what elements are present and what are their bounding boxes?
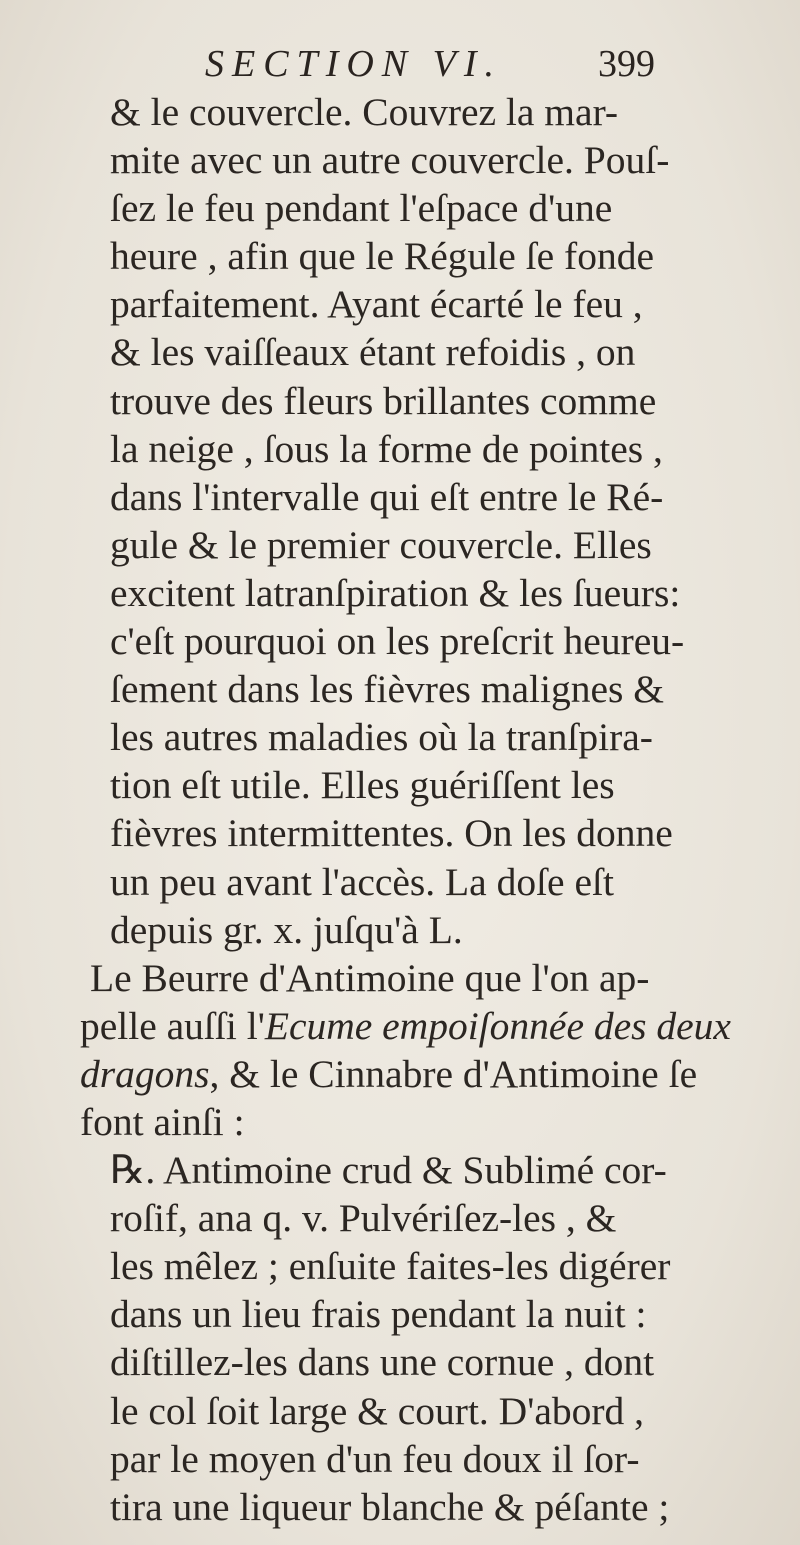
text-line: dans un lieu frais pendant la nuit : [110, 1292, 647, 1337]
text-line: roſif, ana q. v. Pulvériſez-les , & [110, 1196, 617, 1241]
page-header [205, 42, 655, 90]
text-line: tira une liqueur blanche & péſante ; [110, 1484, 670, 1529]
text-line: excitent latranſpiration & les ſueurs: [110, 570, 681, 615]
text-line: pelle auſſi l'Ecume empoiſonnée des deux [80, 1003, 731, 1048]
body-text [80, 88, 731, 1531]
text-line: tion eſt utile. Elles guériſſent les [110, 763, 615, 808]
text-line: ſement dans les fièvres malignes & [110, 667, 664, 712]
text-line: dragons, & le Cinnabre d'Antimoine ſe [80, 1051, 698, 1096]
text-line: gule & le premier couvercle. Elles [110, 522, 652, 567]
paragraph-start-line: Le Beurre d'Antimoine que l'on ap- [90, 955, 650, 1000]
text-line: diſtillez-les dans une cornue , dont [110, 1340, 655, 1385]
text-line: font ainſi : [80, 1099, 245, 1144]
text-line: dans l'intervalle qui eſt entre le Ré- [110, 474, 664, 519]
text-line: heure , afin que le Régule ſe fonde [110, 234, 654, 279]
text-line: c'eſt pourquoi on les preſcrit heureu- [110, 619, 685, 664]
text-line: trouve des fleurs brillantes comme [110, 378, 657, 423]
text-line: depuis gr. x. juſqu'à L. [110, 907, 463, 952]
text-line: mite avec un autre couvercle. Pouſ- [110, 138, 670, 183]
text-line: parfaitement. Ayant écarté le feu , [110, 282, 643, 327]
recipe-line: ℞. Antimoine crud & Sublimé cor- [110, 1148, 667, 1193]
text-line: fièvres intermittentes. On les donne [110, 811, 673, 856]
italic-title: Ecume empoiſonnée des deux [264, 1003, 731, 1048]
text-line: & le couvercle. Couvrez la mar- [110, 90, 619, 134]
text-line: les mêlez ; enſuite faites-les digérer [110, 1244, 671, 1289]
italic-word: dragons [80, 1051, 210, 1096]
page-number: 399 [598, 43, 655, 85]
text-line: un peu avant l'accès. La doſe eſt [110, 859, 614, 904]
text-line: par le moyen d'un feu doux il ſor- [110, 1436, 640, 1481]
text-line: & les vaiſſeaux étant refoidis , on [110, 330, 636, 375]
text-line: les autres maladies où la tranſpira- [110, 715, 653, 760]
running-head: SECTION VI. [205, 43, 502, 85]
text-line: ſez le feu pendant l'eſpace d'une [110, 186, 613, 231]
text-line: le col ſoit large & court. D'abord , [110, 1388, 645, 1433]
text-line: la neige , ſous la forme de pointes , [110, 426, 663, 471]
